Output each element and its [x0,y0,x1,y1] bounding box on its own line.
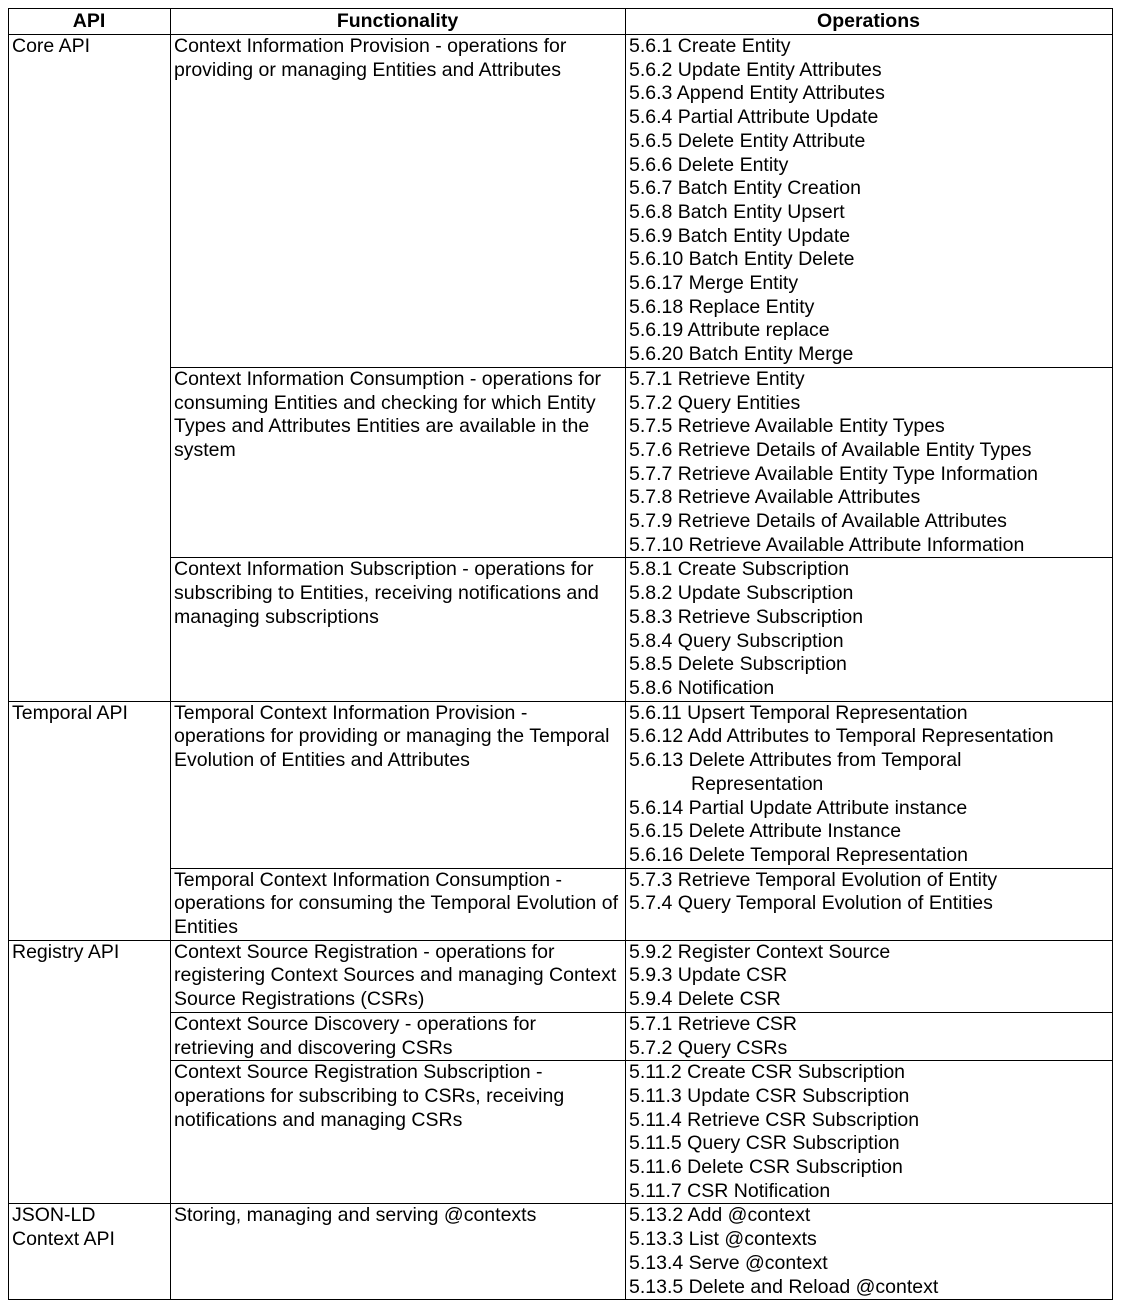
operation-item: 5.6.13 Delete Attributes from Temporal [629,749,962,772]
operation-item: 5.13.4 Serve @context [629,1251,828,1274]
operation-item: 5.6.3 Append Entity Attributes [629,82,885,105]
operation-item: 5.11.5 Query CSR Subscription [629,1132,900,1155]
table-row [9,868,1113,940]
operation-item: 5.9.3 Update CSR [629,964,788,987]
table-row [9,1061,1113,1204]
table-row [9,701,1113,868]
operation-item: 5.6.14 Partial Update Attribute instance [629,796,968,819]
operation-item: 5.6.4 Partial Attribute Update [629,106,879,129]
api-operations-table [8,8,1113,1300]
operations-cell [626,1061,1113,1204]
functionality-cell: Context Information Consumption - operations for consuming Entities and checking for which Entity Types and Attributes Entities are available in the system [171,367,626,558]
header-api: API [9,9,171,35]
table-body [9,35,1113,1300]
operation-item: 5.8.5 Delete Subscription [629,653,847,676]
operation-item: 5.13.2 Add @context [629,1204,811,1227]
api-cell: Core API [9,35,171,702]
operation-item: 5.6.2 Update Entity Attributes [629,58,882,81]
operations-cell [626,1204,1113,1300]
table-row [9,1204,1113,1300]
functionality-cell: Temporal Context Information Consumption - operations for consuming the Temporal Evolution of Entities [171,868,626,940]
operation-item: 5.6.8 Batch Entity Upsert [629,200,845,223]
operation-item: 5.8.3 Retrieve Subscription [629,605,864,628]
operation-item: 5.7.6 Retrieve Details of Available Entity Types [629,438,1032,461]
operations-cell [626,940,1113,1012]
operation-item: 5.6.16 Delete Temporal Representation [629,843,968,866]
operation-item: 5.11.6 Delete CSR Subscription [629,1156,903,1179]
operation-item: 5.8.2 Update Subscription [629,582,854,605]
operation-item: 5.6.12 Add Attributes to Temporal Representation [629,725,1054,748]
operation-item: 5.7.2 Query CSRs [629,1036,788,1059]
operation-item: 5.6.7 Batch Entity Creation [629,177,861,200]
functionality-cell: Context Source Registration Subscription - operations for subscribing to CSRs, receiving notifications and managing CSRs [171,1061,626,1204]
operation-item: 5.7.3 Retrieve Temporal Evolution of Entity [629,868,998,891]
operation-item: 5.13.5 Delete and Reload @context [629,1275,939,1298]
operation-item: 5.7.2 Query Entities [629,391,801,414]
table-row [9,558,1113,701]
operation-item: 5.7.8 Retrieve Available Attributes [629,486,921,509]
functionality-cell: Storing, managing and serving @contexts [171,1204,626,1300]
functionality-cell: Temporal Context Information Provision - operations for providing or managing the Temporal Evolution of Entities and Attributes [171,701,626,868]
operation-item: 5.9.4 Delete CSR [629,988,781,1011]
functionality-cell: Context Source Registration - operations for registering Context Sources and managing Context Source Registrations (CSRs) [171,940,626,1012]
operation-item: 5.6.17 Merge Entity [629,272,799,295]
table-row [9,940,1113,1012]
operation-item: 5.8.4 Query Subscription [629,629,844,652]
operation-item: 5.8.1 Create Subscription [629,558,850,581]
table-row [9,35,1113,368]
api-cell: Temporal API [9,701,171,940]
functionality-cell: Context Source Discovery - operations for retrieving and discovering CSRs [171,1012,626,1060]
operation-item: 5.6.15 Delete Attribute Instance [629,820,902,843]
operations-cell [626,558,1113,701]
operation-item: 5.6.6 Delete Entity [629,153,789,176]
operation-item: 5.11.3 Update CSR Subscription [629,1084,910,1107]
operation-item: 5.7.4 Query Temporal Evolution of Entities [629,892,993,915]
header-row [9,9,1113,35]
operations-cell [626,35,1113,368]
header-operations: Operations [626,9,1113,35]
operations-cell [626,1012,1113,1060]
operation-item: 5.6.11 Upsert Temporal Representation [629,701,968,724]
operation-item: 5.7.1 Retrieve Entity [629,367,805,390]
operation-item: 5.13.3 List @contexts [629,1228,817,1251]
operation-item: 5.7.1 Retrieve CSR [629,1012,797,1035]
operation-item: 5.7.10 Retrieve Available Attribute Information [629,533,1025,556]
functionality-cell: Context Information Subscription - operations for subscribing to Entities, receiving notifications and managing subscriptions [171,558,626,701]
operation-item: 5.6.19 Attribute replace [629,319,830,342]
table-row [9,1012,1113,1060]
operation-item: 5.11.4 Retrieve CSR Subscription [629,1108,920,1131]
operation-item: 5.6.10 Batch Entity Delete [629,248,855,271]
api-cell: JSON-LD Context API [9,1204,171,1300]
operation-item: 5.7.7 Retrieve Available Entity Type Information [629,462,1039,485]
operation-item: 5.7.5 Retrieve Available Entity Types [629,415,945,438]
operation-item: Representation [691,772,824,795]
operation-item: 5.6.1 Create Entity [629,35,791,57]
operations-cell [626,868,1113,940]
api-cell: Registry API [9,940,171,1204]
operations-cell [626,367,1113,558]
functionality-cell: Context Information Provision - operations for providing or managing Entities and Attributes [171,35,626,368]
operation-item: 5.6.9 Batch Entity Update [629,224,851,247]
operation-item: 5.11.7 CSR Notification [629,1179,831,1202]
operations-cell [626,701,1113,868]
operation-item: 5.8.6 Notification [629,676,775,699]
operation-item: 5.11.2 Create CSR Subscription [629,1061,906,1084]
operation-item: 5.6.20 Batch Entity Merge [629,343,854,366]
operation-item: 5.6.18 Replace Entity [629,295,815,318]
operation-item: 5.7.9 Retrieve Details of Available Attributes [629,510,1007,533]
header-functionality: Functionality [171,9,626,35]
operation-item: 5.9.2 Register Context Source [629,940,891,963]
table-row [9,367,1113,558]
operation-item: 5.6.5 Delete Entity Attribute [629,129,866,152]
